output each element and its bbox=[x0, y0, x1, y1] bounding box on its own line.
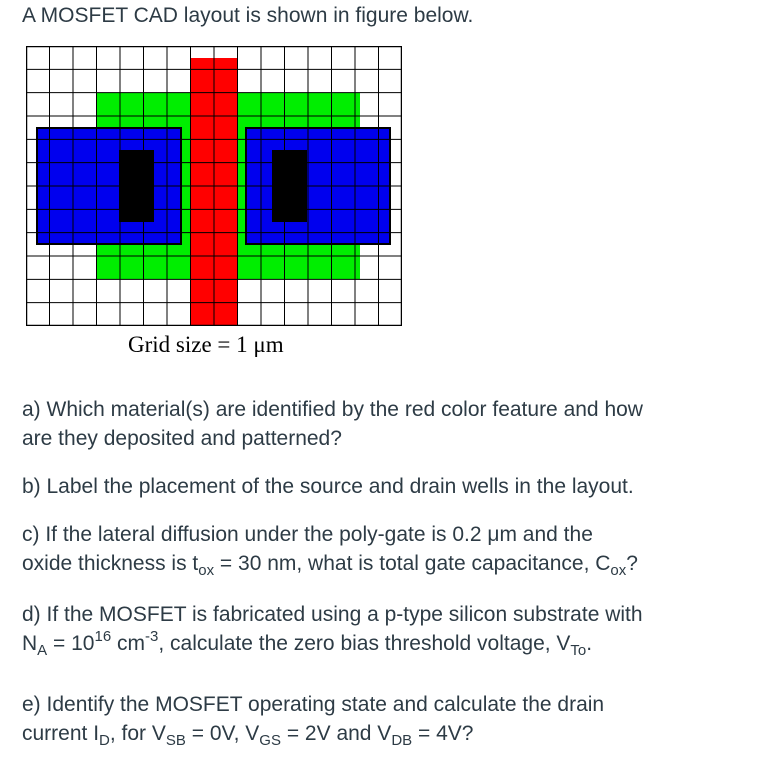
superscript-minus-3: -3 bbox=[145, 628, 159, 645]
question-e-line1: e) Identify the MOSFET operating state and calculate the drain bbox=[22, 693, 605, 716]
question-b-text: b) Label the placement of the source and drain wells in the layout. bbox=[22, 475, 634, 498]
question-d-line2 bbox=[22, 628, 593, 659]
mosfet-layout-figure bbox=[26, 46, 402, 326]
question-a bbox=[22, 395, 752, 453]
subscript-db: DB bbox=[391, 732, 413, 749]
subscript-sb: SB bbox=[165, 732, 186, 749]
question-c-line1: c) If the lateral diffusion under the poly-gate is 0.2 μm and the bbox=[22, 523, 593, 546]
question-d-text: . bbox=[586, 632, 593, 655]
question-a-line2: are they deposited and patterned? bbox=[22, 427, 342, 450]
question-d-line1: d) If the MOSFET is fabricated using a p-type silicon substrate with bbox=[22, 603, 643, 626]
question-d bbox=[22, 600, 752, 660]
subscript-d: D bbox=[99, 732, 110, 749]
question-e-text: = 0V, V bbox=[185, 722, 260, 745]
question-d-text: = 10 bbox=[47, 632, 95, 655]
question-e-text: current I bbox=[22, 722, 100, 745]
question-b bbox=[22, 472, 752, 501]
question-a-line1: a) Which material(s) are identified by the red color feature and how bbox=[22, 398, 643, 421]
question-c-line2 bbox=[22, 552, 638, 579]
question-e-line2 bbox=[22, 722, 474, 749]
question-e-text: = 2V and V bbox=[280, 722, 392, 745]
question-e-text: = 4V? bbox=[412, 722, 474, 745]
question-d-text: N bbox=[22, 632, 38, 655]
question-e bbox=[22, 690, 752, 750]
question-d-text: , calculate the zero bias threshold voltage, V bbox=[158, 632, 571, 655]
question-d-text: cm bbox=[111, 632, 145, 655]
superscript-16: 16 bbox=[94, 628, 112, 645]
question-c-text: = 30 nm, what is total gate capacitance, C bbox=[214, 552, 611, 575]
question-c-text: oxide thickness is t bbox=[22, 552, 199, 575]
subscript-to: To bbox=[570, 642, 587, 659]
subscript-ox: ox bbox=[198, 562, 215, 579]
question-c bbox=[22, 520, 752, 580]
figure-caption: Grid size = 1 μm bbox=[128, 332, 284, 357]
subscript-a: A bbox=[37, 642, 48, 659]
intro-text: A MOSFET CAD layout is shown in figure below. bbox=[22, 4, 474, 27]
question-c-text: ? bbox=[626, 552, 638, 575]
question-e-text: , for V bbox=[109, 722, 166, 745]
layout-drawing bbox=[26, 46, 402, 326]
subscript-gs: GS bbox=[259, 732, 281, 749]
subscript-ox: ox bbox=[610, 562, 627, 579]
